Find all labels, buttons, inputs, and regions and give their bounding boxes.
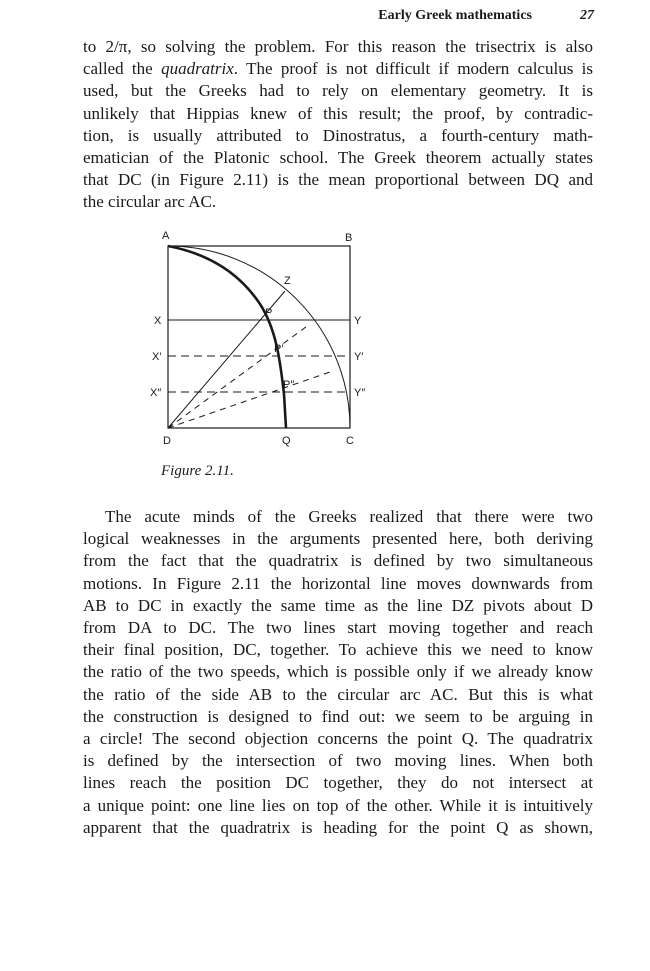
- text-line: that DC (in Figure 2.11) is the mean proportional between DQ and: [83, 170, 593, 190]
- label-d: D: [163, 435, 171, 447]
- text-line: from DA to DC. The two lines start moving together and reach: [83, 618, 593, 638]
- text-line: to 2/π, so solving the problem. For this reason the trisectrix is also: [83, 37, 593, 56]
- label-y1: Y′: [354, 351, 364, 363]
- quadratrix-diagram: [140, 224, 380, 456]
- label-a: A: [162, 230, 170, 242]
- text-line: unlikely that Hippias knew of this result; the proof, by contradic-: [83, 103, 593, 123]
- text-line: the ratio of the side AB to the circular arc AC. But this is what: [83, 684, 593, 704]
- text-line: tion, is usually attributed to Dinostratus, a fourth-century math-: [83, 125, 593, 145]
- text-line: from the fact that the quadratrix is defined by two simultaneous: [83, 551, 593, 571]
- label-p2: P″: [283, 379, 295, 391]
- text-line: the ratio of the two speeds, which is possible only if we already know: [83, 662, 593, 682]
- label-p: P: [265, 307, 273, 319]
- text-line: a circle! The second objection concerns the point Q. The quadratrix: [83, 729, 593, 749]
- label-y: Y: [354, 315, 362, 327]
- text-line: The acute minds of the Greeks realized that there were two: [105, 507, 593, 526]
- text-line: AB to DC in exactly the same time as the line DZ pivots about D: [83, 595, 593, 615]
- quadratrix-figure: [140, 224, 380, 456]
- text-line: is defined by the intersection of two moving lines. When both: [83, 751, 593, 771]
- label-q: Q: [282, 435, 291, 447]
- square-outline: [168, 246, 350, 428]
- text-line: motions. In Figure 2.11 the horizontal line moves downwards from: [83, 573, 593, 593]
- label-x1: X′: [152, 351, 162, 363]
- paragraph-2: [83, 506, 593, 839]
- label-x: X: [154, 315, 162, 327]
- page-header: [0, 8, 650, 32]
- text-line: apparent that the quadratrix is heading for the point Q as shown,: [83, 817, 593, 837]
- text-line: logical weaknesses in the arguments presented here, both deriving: [83, 529, 593, 549]
- text-line: a unique point: one line lies on top of the other. While it is intuitively: [83, 795, 593, 815]
- figure-caption: Figure 2.11.: [161, 463, 234, 479]
- text-line: called the quadratrix. The proof is not difficult if modern calculus is: [83, 59, 594, 79]
- text-line: the construction is designed to find out: we seem to be arguing in: [83, 706, 593, 726]
- radius-dp1: [168, 324, 310, 428]
- text-line: the circular arc AC.: [83, 192, 217, 212]
- text-line: their final position, DC, together. To achieve this we need to know: [83, 640, 593, 660]
- label-y2: Y″: [354, 387, 366, 399]
- quadratrix-curve: [168, 246, 286, 428]
- label-c: C: [346, 435, 354, 447]
- running-head: Early Greek mathematics: [378, 8, 532, 23]
- text-line: ematician of the Platonic school. The Greek theorem actually states: [83, 148, 593, 168]
- label-x2: X″: [150, 387, 162, 399]
- label-p1: P′: [274, 343, 284, 355]
- text-line: used, but the Greeks had to rely on elementary geometry. It is: [83, 81, 593, 101]
- circular-arc: [168, 246, 350, 428]
- text-line: lines reach the position DC together, they do not intersect at: [83, 773, 593, 793]
- label-z: Z: [284, 275, 291, 287]
- paragraph-1: [83, 36, 593, 214]
- label-b: B: [345, 232, 353, 244]
- page-number: 27: [580, 8, 594, 23]
